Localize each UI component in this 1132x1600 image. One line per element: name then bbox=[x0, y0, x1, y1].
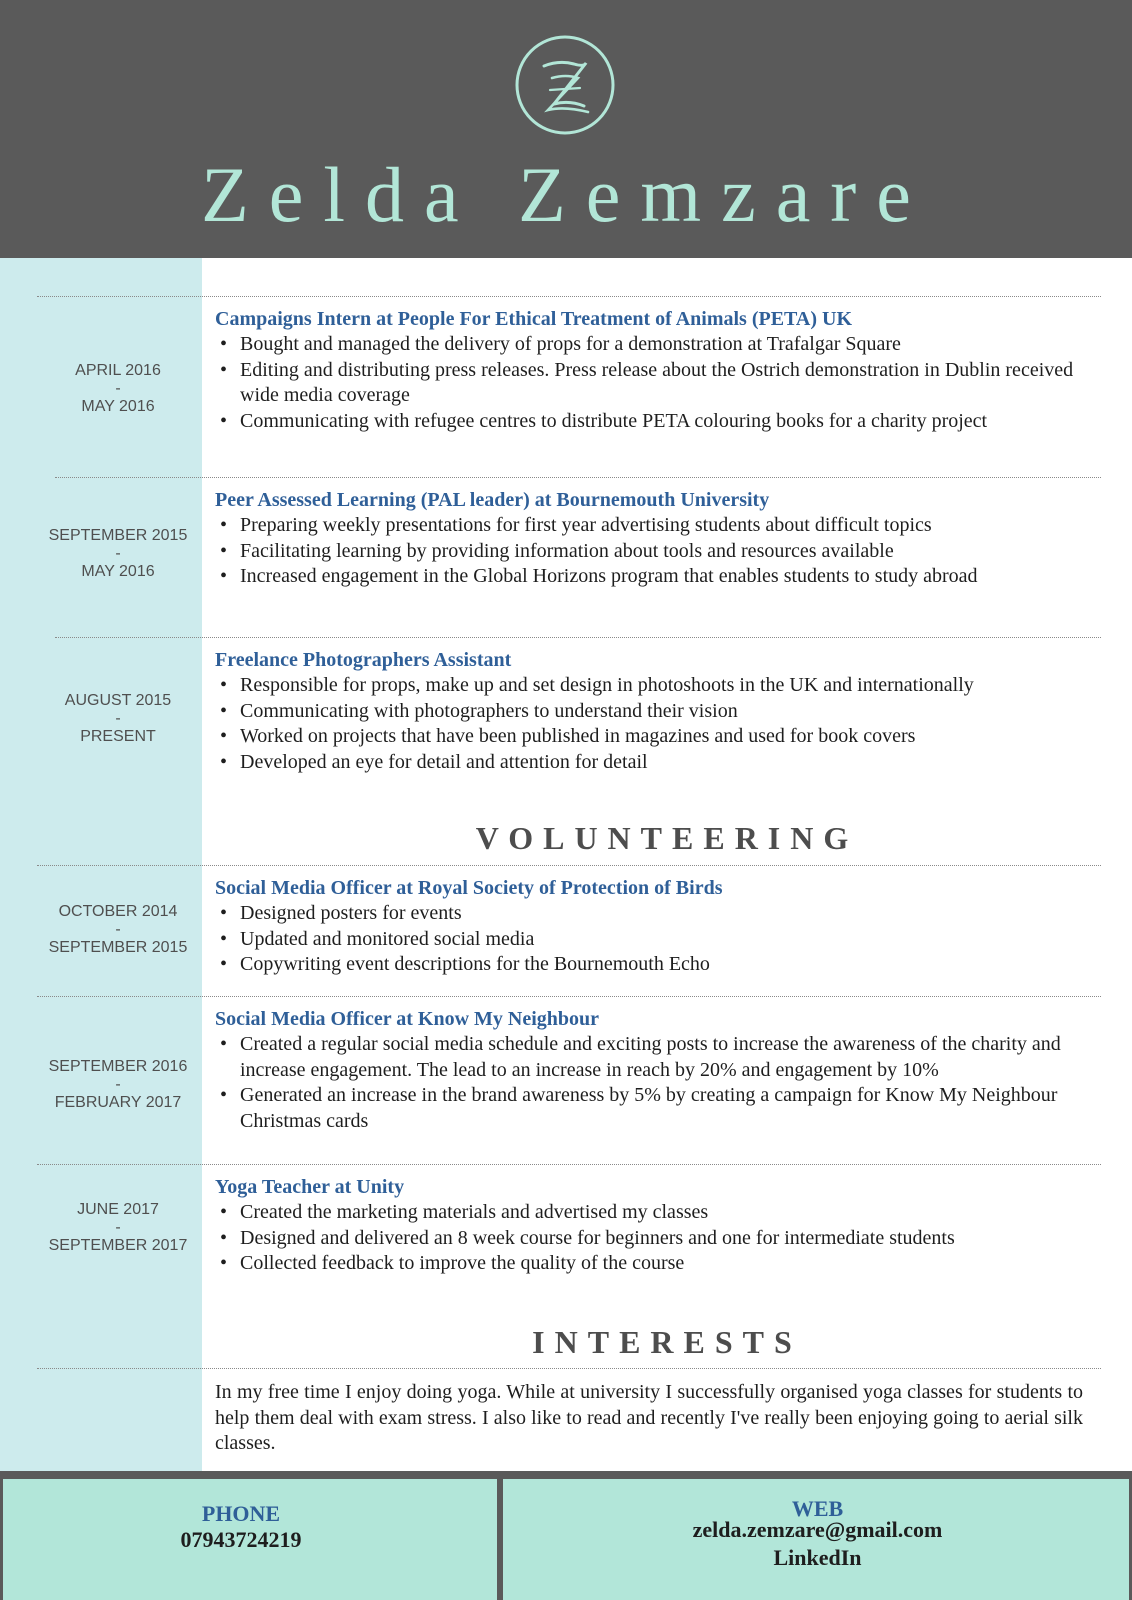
list-item: • Responsible for props, make up and set design in photoshoots in the UK and internationally bbox=[220, 674, 974, 696]
entry-title: Social Media Officer at Know My Neighbour bbox=[215, 1008, 600, 1030]
date-start: AUGUST 2015 bbox=[64, 692, 172, 709]
interests-paragraph: In my free time I enjoy doing yoga. While at university I successfully organised yoga classes for students to help them deal with exam stress. I also like to read and recently I've really been enjoying going to aerial silk classes. bbox=[215, 1381, 1083, 1454]
entry-date bbox=[17, 361, 219, 416]
divider bbox=[55, 477, 1101, 478]
entry-title: Campaigns Intern at People For Ethical Treatment of Animals (PETA) UK bbox=[215, 308, 853, 330]
phone-label: PHONE bbox=[201, 1501, 281, 1526]
experience-entry bbox=[215, 648, 1077, 775]
email-link[interactable]: zelda.zemzare@gmail.com bbox=[692, 1517, 943, 1542]
divider bbox=[37, 1368, 1101, 1369]
divider bbox=[37, 865, 1101, 866]
entry-title: Social Media Officer at Royal Society of Protection of Birds bbox=[215, 877, 723, 899]
entry-date bbox=[17, 1057, 219, 1112]
entry-date bbox=[17, 902, 219, 957]
date-separator: - bbox=[115, 710, 121, 727]
date-separator: - bbox=[115, 1219, 121, 1236]
list-item: • Increased engagement in the Global Horizons program that enables students to study abroad bbox=[220, 565, 978, 587]
phone-number[interactable]: 07943724219 bbox=[180, 1527, 302, 1552]
date-start: OCTOBER 2014 bbox=[58, 903, 178, 920]
resume-header bbox=[0, 0, 1132, 258]
list-item: • Collected feedback to improve the quality of the course bbox=[220, 1252, 685, 1274]
list-item: • Editing and distributing press releases. Press release about the Ostrich demonstration in Dublin received wide media coverage bbox=[220, 358, 1074, 406]
volunteering-heading: VOLUNTEERING bbox=[475, 820, 859, 856]
list-item: • Preparing weekly presentations for first year advertising students about difficult topics bbox=[220, 514, 932, 536]
footer-border bbox=[0, 1471, 1132, 1479]
experience-entry bbox=[215, 488, 1077, 590]
date-start: SEPTEMBER 2016 bbox=[48, 1058, 188, 1075]
list-item: • Designed and delivered an 8 week course for beginners and one for intermediate students bbox=[220, 1226, 955, 1249]
list-item: • Created a regular social media schedule and exciting posts to increase the awareness of the charity and increase engagement. The lead to an increase in reach by 20% and engagement by 10% bbox=[220, 1033, 1061, 1081]
interests-heading: INTERESTS bbox=[532, 1324, 802, 1360]
linkedin-link[interactable]: LinkedIn bbox=[773, 1545, 862, 1570]
date-start: APRIL 2016 bbox=[75, 362, 161, 379]
date-separator: - bbox=[115, 1076, 121, 1093]
divider bbox=[37, 996, 1101, 997]
date-start: SEPTEMBER 2015 bbox=[48, 527, 188, 544]
entry-date bbox=[17, 691, 219, 746]
date-end: MAY 2016 bbox=[81, 563, 155, 580]
web-label: WEB bbox=[791, 1496, 844, 1521]
divider bbox=[37, 296, 1101, 297]
list-item: • Facilitating learning by providing information about tools and resources available bbox=[220, 539, 894, 562]
divider bbox=[55, 637, 1101, 638]
date-end: FEBRUARY 2017 bbox=[54, 1094, 182, 1111]
date-separator: - bbox=[115, 545, 121, 562]
date-start: JUNE 2017 bbox=[77, 1201, 159, 1218]
volunteer-entry bbox=[215, 1175, 1077, 1277]
volunteer-entry bbox=[215, 1007, 1077, 1134]
entry-date bbox=[17, 526, 219, 581]
list-item: • Worked on projects that have been published in magazines and used for book covers bbox=[220, 725, 916, 747]
date-end: MAY 2016 bbox=[81, 398, 155, 415]
date-end: PRESENT bbox=[80, 728, 156, 745]
entry-date bbox=[17, 1200, 219, 1255]
experience-entry bbox=[215, 307, 1077, 434]
date-separator: - bbox=[115, 921, 121, 938]
date-separator: - bbox=[115, 380, 121, 397]
entry-title: Yoga Teacher at Unity bbox=[215, 1176, 405, 1198]
entry-title: Freelance Photographers Assistant bbox=[215, 649, 512, 671]
date-end: SEPTEMBER 2017 bbox=[48, 1237, 188, 1254]
date-end: SEPTEMBER 2015 bbox=[48, 939, 188, 956]
divider bbox=[37, 1164, 1101, 1165]
list-item: • Developed an eye for detail and attention for detail bbox=[220, 750, 648, 773]
volunteer-entry bbox=[215, 876, 1077, 978]
list-item: • Communicating with refugee centres to distribute PETA colouring books for a charity project bbox=[220, 409, 988, 432]
list-item: • Bought and managed the delivery of props for a demonstration at Trafalgar Square bbox=[220, 333, 901, 355]
monogram-logo-icon bbox=[514, 34, 616, 136]
entry-title: Peer Assessed Learning (PAL leader) at Bournemouth University bbox=[215, 489, 770, 511]
list-item: • Created the marketing materials and advertised my classes bbox=[220, 1201, 709, 1223]
list-item: • Communicating with photographers to understand their vision bbox=[220, 699, 738, 722]
candidate-name: Zelda Zemzare bbox=[201, 151, 931, 238]
list-item: • Updated and monitored social media bbox=[220, 927, 535, 950]
list-item: • Copywriting event descriptions for the Bournemouth Echo bbox=[220, 953, 710, 975]
list-item: • Generated an increase in the brand awareness by 5% by creating a campaign for Know My Neighbour Christmas cards bbox=[220, 1084, 1058, 1132]
list-item: • Designed posters for events bbox=[220, 902, 462, 924]
